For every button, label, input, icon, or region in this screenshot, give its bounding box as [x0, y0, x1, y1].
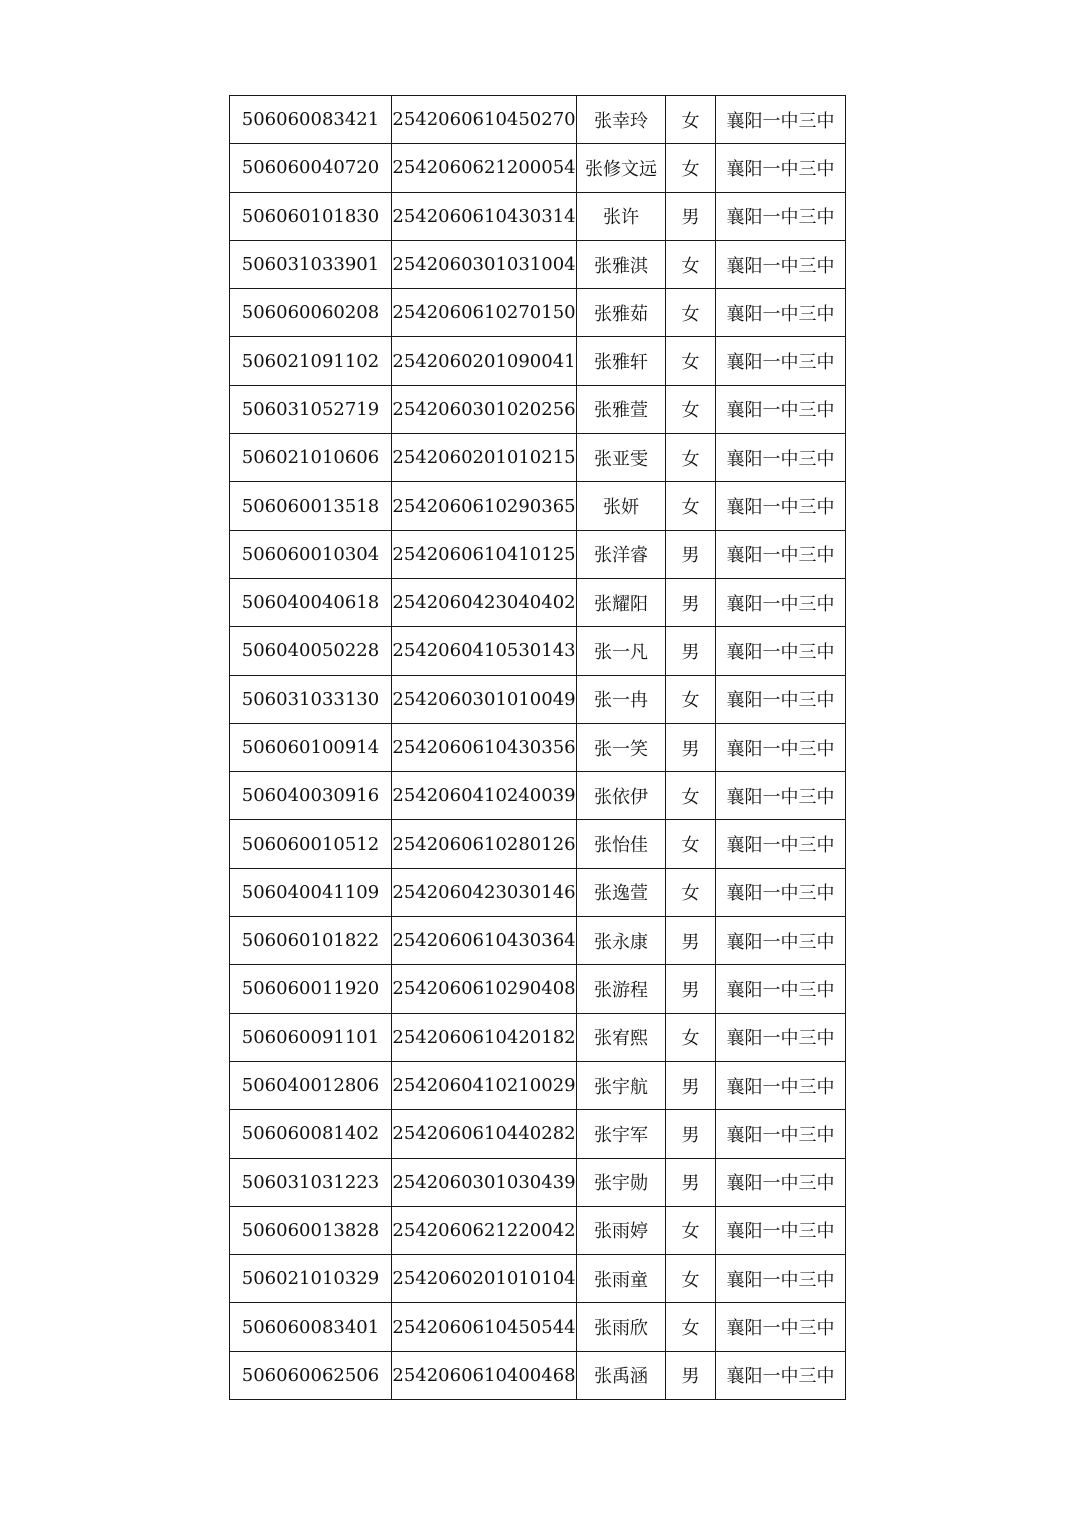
roster-body	[230, 96, 846, 1400]
table-row	[230, 820, 846, 868]
exam-number-cell: 506060010304	[230, 530, 392, 578]
exam-number-cell: 506031033901	[230, 240, 392, 288]
school-cell: 襄阳一中三中	[716, 240, 846, 288]
student-name-cell: 张雅茹	[577, 289, 666, 337]
exam-number-cell: 506060101822	[230, 917, 392, 965]
school-cell: 襄阳一中三中	[716, 820, 846, 868]
student-id-cell: 2542060410210029	[392, 1061, 577, 1109]
gender-cell: 男	[666, 578, 716, 626]
table-row	[230, 434, 846, 482]
student-id-cell: 2542060201090041	[392, 337, 577, 385]
student-name-cell: 张雅萱	[577, 385, 666, 433]
table-row	[230, 192, 846, 240]
student-id-cell: 2542060610420182	[392, 1013, 577, 1061]
table-row	[230, 627, 846, 675]
table-row	[230, 917, 846, 965]
student-id-cell: 2542060610430356	[392, 723, 577, 771]
gender-cell: 男	[666, 627, 716, 675]
school-cell: 襄阳一中三中	[716, 1206, 846, 1254]
student-id-cell: 2542060201010215	[392, 434, 577, 482]
gender-cell: 女	[666, 144, 716, 192]
school-cell: 襄阳一中三中	[716, 675, 846, 723]
school-cell: 襄阳一中三中	[716, 530, 846, 578]
gender-cell: 女	[666, 337, 716, 385]
exam-number-cell: 506060013828	[230, 1206, 392, 1254]
table-row	[230, 144, 846, 192]
gender-cell: 女	[666, 289, 716, 337]
table-row	[230, 1255, 846, 1303]
exam-number-cell: 506060013518	[230, 482, 392, 530]
exam-number-cell: 506040040618	[230, 578, 392, 626]
student-id-cell: 2542060610450270	[392, 96, 577, 144]
table-row	[230, 337, 846, 385]
school-cell: 襄阳一中三中	[716, 434, 846, 482]
exam-number-cell: 506021010329	[230, 1255, 392, 1303]
table-row	[230, 1351, 846, 1399]
school-cell: 襄阳一中三中	[716, 1158, 846, 1206]
student-name-cell: 张一凡	[577, 627, 666, 675]
exam-number-cell: 506031033130	[230, 675, 392, 723]
student-id-cell: 2542060610440282	[392, 1110, 577, 1158]
exam-number-cell: 506021091102	[230, 337, 392, 385]
student-id-cell: 2542060301010049	[392, 675, 577, 723]
exam-number-cell: 506060101830	[230, 192, 392, 240]
exam-number-cell: 506060081402	[230, 1110, 392, 1158]
student-name-cell: 张逸萱	[577, 868, 666, 916]
student-name-cell: 张妍	[577, 482, 666, 530]
exam-number-cell: 506060083421	[230, 96, 392, 144]
school-cell: 襄阳一中三中	[716, 192, 846, 240]
school-cell: 襄阳一中三中	[716, 578, 846, 626]
exam-number-cell: 506060091101	[230, 1013, 392, 1061]
school-cell: 襄阳一中三中	[716, 627, 846, 675]
exam-number-cell: 506060010512	[230, 820, 392, 868]
table-row	[230, 530, 846, 578]
student-id-cell: 2542060610280126	[392, 820, 577, 868]
exam-number-cell: 506040012806	[230, 1061, 392, 1109]
gender-cell: 男	[666, 965, 716, 1013]
student-name-cell: 张一冉	[577, 675, 666, 723]
exam-number-cell: 506021010606	[230, 434, 392, 482]
gender-cell: 男	[666, 1351, 716, 1399]
exam-number-cell: 506040050228	[230, 627, 392, 675]
student-id-cell: 2542060610270150	[392, 289, 577, 337]
school-cell: 襄阳一中三中	[716, 1061, 846, 1109]
student-name-cell: 张耀阳	[577, 578, 666, 626]
student-roster-table	[229, 95, 846, 1400]
school-cell: 襄阳一中三中	[716, 289, 846, 337]
student-id-cell: 2542060410530143	[392, 627, 577, 675]
school-cell: 襄阳一中三中	[716, 482, 846, 530]
student-name-cell: 张亚雯	[577, 434, 666, 482]
school-cell: 襄阳一中三中	[716, 1013, 846, 1061]
student-id-cell: 2542060610450544	[392, 1303, 577, 1351]
student-name-cell: 张雨婷	[577, 1206, 666, 1254]
table-row	[230, 1206, 846, 1254]
student-id-cell: 2542060610400468	[392, 1351, 577, 1399]
table-row	[230, 772, 846, 820]
student-name-cell: 张禹涵	[577, 1351, 666, 1399]
school-cell: 襄阳一中三中	[716, 772, 846, 820]
school-cell: 襄阳一中三中	[716, 385, 846, 433]
student-name-cell: 张一笑	[577, 723, 666, 771]
school-cell: 襄阳一中三中	[716, 1110, 846, 1158]
exam-number-cell: 506060100914	[230, 723, 392, 771]
gender-cell: 男	[666, 1061, 716, 1109]
gender-cell: 女	[666, 1206, 716, 1254]
student-name-cell: 张幸玲	[577, 96, 666, 144]
student-name-cell: 张许	[577, 192, 666, 240]
table-row	[230, 1158, 846, 1206]
table-row	[230, 1303, 846, 1351]
school-cell: 襄阳一中三中	[716, 337, 846, 385]
student-name-cell: 张宇航	[577, 1061, 666, 1109]
school-cell: 襄阳一中三中	[716, 144, 846, 192]
gender-cell: 女	[666, 820, 716, 868]
student-id-cell: 2542060301030439	[392, 1158, 577, 1206]
table-row	[230, 240, 846, 288]
table-row	[230, 1013, 846, 1061]
gender-cell: 女	[666, 675, 716, 723]
gender-cell: 男	[666, 1110, 716, 1158]
exam-number-cell: 506040030916	[230, 772, 392, 820]
student-id-cell: 2542060610290365	[392, 482, 577, 530]
student-name-cell: 张修文远	[577, 144, 666, 192]
student-name-cell: 张永康	[577, 917, 666, 965]
gender-cell: 女	[666, 772, 716, 820]
student-id-cell: 2542060621200054	[392, 144, 577, 192]
gender-cell: 女	[666, 385, 716, 433]
table-row	[230, 289, 846, 337]
gender-cell: 女	[666, 96, 716, 144]
exam-number-cell: 506060060208	[230, 289, 392, 337]
gender-cell: 女	[666, 1255, 716, 1303]
school-cell: 襄阳一中三中	[716, 723, 846, 771]
student-name-cell: 张宥熙	[577, 1013, 666, 1061]
exam-number-cell: 506040041109	[230, 868, 392, 916]
student-name-cell: 张宇勋	[577, 1158, 666, 1206]
table-row	[230, 675, 846, 723]
student-name-cell: 张雨欣	[577, 1303, 666, 1351]
gender-cell: 女	[666, 1303, 716, 1351]
table-row	[230, 1061, 846, 1109]
school-cell: 襄阳一中三中	[716, 965, 846, 1013]
student-name-cell: 张怡佳	[577, 820, 666, 868]
school-cell: 襄阳一中三中	[716, 868, 846, 916]
gender-cell: 男	[666, 1158, 716, 1206]
table-row	[230, 723, 846, 771]
student-name-cell: 张雅淇	[577, 240, 666, 288]
gender-cell: 女	[666, 434, 716, 482]
school-cell: 襄阳一中三中	[716, 1351, 846, 1399]
gender-cell: 男	[666, 530, 716, 578]
gender-cell: 男	[666, 723, 716, 771]
student-id-cell: 2542060610430364	[392, 917, 577, 965]
exam-number-cell: 506031031223	[230, 1158, 392, 1206]
school-cell: 襄阳一中三中	[716, 96, 846, 144]
exam-number-cell: 506060062506	[230, 1351, 392, 1399]
student-name-cell: 张宇军	[577, 1110, 666, 1158]
gender-cell: 女	[666, 482, 716, 530]
exam-number-cell: 506060011920	[230, 965, 392, 1013]
table-row	[230, 482, 846, 530]
table-row	[230, 578, 846, 626]
table-row	[230, 965, 846, 1013]
school-cell: 襄阳一中三中	[716, 1255, 846, 1303]
student-name-cell: 张雅轩	[577, 337, 666, 385]
gender-cell: 女	[666, 1013, 716, 1061]
gender-cell: 男	[666, 192, 716, 240]
school-cell: 襄阳一中三中	[716, 1303, 846, 1351]
student-id-cell: 2542060621220042	[392, 1206, 577, 1254]
school-cell: 襄阳一中三中	[716, 917, 846, 965]
table-row	[230, 1110, 846, 1158]
exam-number-cell: 506031052719	[230, 385, 392, 433]
student-id-cell: 2542060423030146	[392, 868, 577, 916]
student-id-cell: 2542060301031004	[392, 240, 577, 288]
student-name-cell: 张游程	[577, 965, 666, 1013]
student-id-cell: 2542060610430314	[392, 192, 577, 240]
student-id-cell: 2542060201010104	[392, 1255, 577, 1303]
gender-cell: 女	[666, 868, 716, 916]
exam-number-cell: 506060083401	[230, 1303, 392, 1351]
table-row	[230, 868, 846, 916]
student-id-cell: 2542060423040402	[392, 578, 577, 626]
student-name-cell: 张洋睿	[577, 530, 666, 578]
table-row	[230, 385, 846, 433]
exam-number-cell: 506060040720	[230, 144, 392, 192]
student-id-cell: 2542060301020256	[392, 385, 577, 433]
gender-cell: 男	[666, 917, 716, 965]
student-name-cell: 张依伊	[577, 772, 666, 820]
table-row	[230, 96, 846, 144]
student-id-cell: 2542060610290408	[392, 965, 577, 1013]
student-id-cell: 2542060410240039	[392, 772, 577, 820]
student-name-cell: 张雨童	[577, 1255, 666, 1303]
student-id-cell: 2542060610410125	[392, 530, 577, 578]
gender-cell: 女	[666, 240, 716, 288]
